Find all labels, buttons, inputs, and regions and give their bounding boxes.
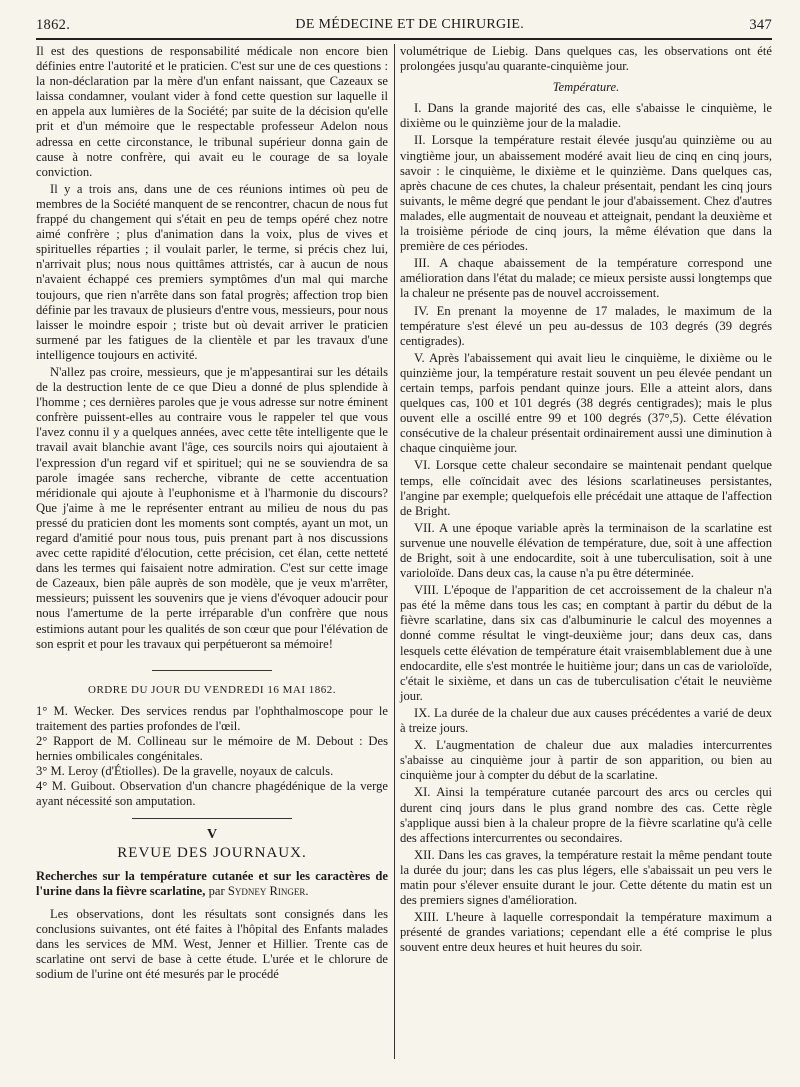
conclusion-item: VIII. L'époque de l'apparition de cet accroissement de la chaleur n'a pas été la même dans tous les cas; en comptant à partir du début de la fièvre scarlatine, dans six cas d'albuminurie le calcul des moyennes a donné comme résultat le vingt-deuxième jour; dans deux cas, dans lesquels cette élévation de température était vraisemblablement due à une endocardite, elle s'est montrée le huitième jour; dans un cas de varioloïde, c'était le sixième, et dans un cas de tuberculisation c'était le neuvième jour. [400,583,772,703]
conclusion-item: XIII. L'heure à laquelle correspondait la température maximum a présenté de grandes variations; cependant elle a été comprise le plus souvent entre deux heures et huit heures du soir. [400,910,772,955]
author-prefix: par [205,883,228,898]
conclusion-item: IV. En prenant la moyenne de 17 malades, le maximum de la température s'est élevé un peu au-dessus de 103 degrés (39 degrés centigrades). [400,303,772,348]
order-heading: ORDRE DU JOUR DU VENDREDI 16 MAI 1862. [88,683,336,696]
conclusion-item: VI. Lorsque cette chaleur secondaire se maintenait pendant quelque temps, elle coïncidait avec des lésions scarlatineuses persistantes, l'angine par exemple; quelquefois elle précédait une attaque de l'affection de Bright. [400,458,772,518]
conclusion-item: I. Dans la grande majorité des cas, elle s'abaisse le cinquième, le dixième ou le quinzième jour de la maladie. [400,101,772,131]
separator [132,818,292,819]
conclusion-item: II. Lorsque la température restait élevée jusqu'au quinzième ou au vingtième jour, un abaissement modéré avait lieu de cinq en cinq jours, savoir : le cinquième, le dixième et le quinzième. Dans quelques cas, après chacune de ces chutes, la chaleur présentait, pendant les cinq jours suivants, le même degré que pendant le jour d'abaissement. Chez d'autres malades, elle augmentait de nouveau et atteignait, pendant la deuxième et la troisième période de cinq jours, la même élévation que dans la première de ces périodes. [400,133,772,254]
conclusion-item: VII. A une époque variable après la terminaison de la scarlatine est survenue une nouvelle élévation de température, due, soit à une affection de Bright, soit à une endocardite, soit à une tuberculisation, soit à une varioloïde. Dans deux cas, la cause n'a pu être déterminée. [400,520,772,581]
article-author: Sydney Ringer. [227,883,309,898]
order-item: 3° M. Leroy (d'Étiolles). De la gravelle, noyaux de calculs. [36,764,334,779]
section-title: REVUE DES JOURNAUX. [117,844,307,861]
conclusion-item: XI. Ainsi la température cutanée parcourt des arcs ou cercles qui durent cinq jours dans le plus grand nombre des cas. Cette règle s'applique aussi bien à la chaleur propre de la fièvre scarlatine qu'à celle des affections intercurrentes ou secondaires. [400,785,772,845]
separator [152,670,272,671]
paragraph: volumétrique de Liebig. Dans quelques cas, les observations ont été prolongées jusqu'au quarante-cinquième jour. [400,44,772,74]
article-title [36,869,388,899]
paragraph: Il y a trois ans, dans une de ces réunions intimes où peu de membres de la Société manquent de se rencontrer, chacun de nous fut frappé du changement qui s'était en peu de temps opéré chez notre aimé confrère ; plus d'animation dans la voix, plus de vives et spirituelles réparties ; il voulait parler, le terme, si précis chez lui, n'arrivait plus; nous nous quittâmes attristés, car à aucun de nous n'avaient échappé ces premiers symptômes d'un mal qui marche toujours, que rien n'arrête dans son fatal progrès; affection trop bien définie par les travaux de plusieurs d'entre vous, messieurs, pour nous laisser le moindre espoir ; triste but où devait arriver le praticien surmené par les fatigues de la clientèle et par les travaux d'une intelligence toujours en activité. [36,181,389,362]
conclusion-item: III. A chaque abaissement de la température correspond une amélioration dans l'état du malade; ce mieux persiste aussi longtemps que la chaleur ne présente pas de nouvel accroissement. [400,256,772,301]
conclusion-item: XII. Dans les cas graves, la température restait la même pendant toute la durée du jour; dans les cas plus légers, elle s'abaissait un peu vers le matin pour s'élever ensuite durant le jour. Cette détente du matin est un des premiers signes d'amélioration. [400,847,772,908]
conclusion-item: V. Après l'abaissement qui avait lieu le cinquième, le dixième ou le quinzième jour, la température restait souvent un peu élevée pendant un certain temps, parfois pendant quinze jours. Elle a atteint alors, dans quelques cas, 100 et 101 degrés (38 degrés centigrades); mais le plus ouvent elle a oscillé entre 99 et 100 degrés (37°,5). Cette élévation consécutive de la chaleur présentait ordinairement aussi une diminution à chaque cinquième jour. [400,350,772,456]
right-column [400,44,772,955]
page-number: 347 [749,16,772,33]
subsection-heading: Température. [552,80,620,95]
header-year: 1862. [36,16,71,33]
conclusion-item: X. L'augmentation de chaleur due aux maladies intercurrentes s'abaisse au cinquième jour à partir de son apparition, ou bien au cinquième jour à compter du début de la scarlatine. [400,738,772,783]
section-number: V [206,826,218,842]
page-header [36,12,772,40]
header-title: DE MÉDECINE ET DE CHIRURGIE. [295,17,525,32]
paragraph: Il est des questions de responsabilité médicale non encore bien définies entre l'autorité et le praticien. C'est sur une de ces questions : la non-déclaration par la mère d'un enfant naissant, que Cazeaux se laissa condamner, voulant vider à fond cette question sur laquelle il en appela aux lumières de la Société; par suite de la décision qu'elle prit et d'un mémoire que le respectable professeur Adelon nous adressa en cette circonstance, le tribunal supérieur donna gain de cause à notre confrère, qui avait eu le courage de sa loyale conviction. [36,44,388,179]
article-text: Les observations, dont les résultats sont consignés dans les conclusions suivantes, ont été faites à l'hôpital des Enfants malades dans les services de MM. West, Jenner et Hillier. Trente cas de scarlatine ont servi de base à cette étude. L'urée et le chlorure de sodium de l'urine ont été mesurés par le procédé [36,906,388,982]
article-heading: Recherches sur la température cutanée et sur les caractères de l'urine dans la fièvre scarlatine, [36,868,388,898]
order-item: 2° Rapport de M. Collineau sur le mémoire de M. Debout : Des hernies ombilicales congénitales. [36,734,388,764]
column-divider [394,44,395,1059]
order-item: 4° M. Guibout. Observation d'un chancre phagédénique de la verge ayant nécessité son amputation. [36,779,388,809]
left-column [36,44,388,982]
conclusion-item: IX. La durée de la chaleur due aux causes précédentes a varié de deux à treize jours. [400,705,772,736]
order-item: 1° M. Wecker. Des services rendus par l'ophthalmoscope pour le traitement des parties profondes de l'œil. [36,703,388,733]
paragraph: N'allez pas croire, messieurs, que je m'appesantirai sur les détails de la destruction lente de ce que Dieu a donné de plus splendide à l'homme ; ces dernières paroles que je vous adresse sur notre éminent confrère puissent-elles au contraire vous le rappeler tel que vous l'avez connu il y a quelques années, avec cette tête intelligente que le travail avait blanchie avant l'âge, ces sourcils noirs qui ajoutaient à l'expression d'un regard vif et spirituel; qui ne se souviendra de sa parole imagée sans recherche, vibrante de cette accentuation méridionale qui ajoute à l'euphonisme et à l'harmonie du discours? Que j'aime à me le représenter entrant au milieu de nous du pas pressé du praticien dont les moments sont comptés, ayant un mot, un regard d'amitié pour nous tous, puis prenant part à nos discussions avec cette rapidité d'élocution, cette précision, cet élan, cette netteté dans les termes qui faisaient notre admiration. C'est sur cette image de Cazeaux, bien pâle auprès de son modèle, que je veux m'arrêter, messieurs; puissent les souvenirs que je viens d'évoquer adoucir pour nous l'amertume de la perte irréparable d'un confrère que nous estimions autant pour les qualités de son cœur que pour l'élévation de son esprit et pour les travaux qui perpétueront sa mémoire! [36,364,388,651]
